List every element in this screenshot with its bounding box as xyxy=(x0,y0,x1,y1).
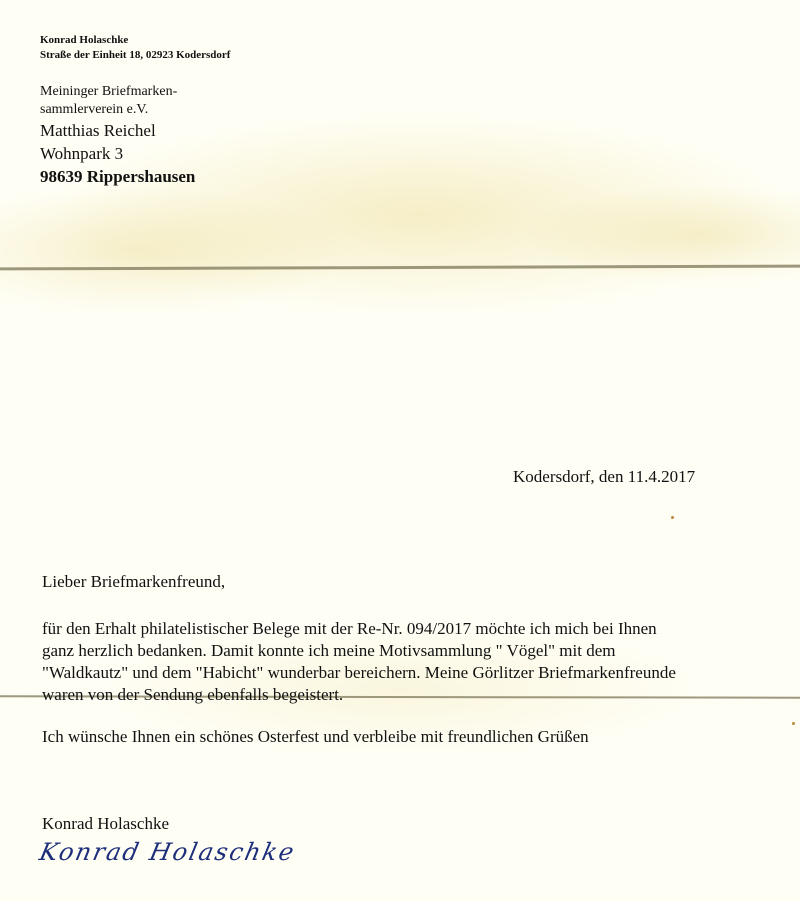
recipient-street: Wohnpark 3 xyxy=(40,144,124,163)
recipient-org-line2: sammlerverein e.V. xyxy=(40,102,149,117)
signer-name: Konrad Holaschke xyxy=(42,814,169,833)
recipient-city: 98639 Rippershausen xyxy=(40,167,196,186)
recipient-org-line1: Meininger Briefmarken- xyxy=(40,84,178,99)
sender-block xyxy=(40,33,230,63)
paper-speck xyxy=(671,516,674,519)
handwritten-signature: Konrad Holaschke xyxy=(37,838,299,866)
body-line: für den Erhalt philatelistischer Belege mit der Re-Nr. 094/2017 möchte ich mich bei Ihnen xyxy=(42,619,657,638)
body-line: "Waldkautz" und dem "Habicht" wunderbar bereichern. Meine Görlitzer Briefmarkenfreunde xyxy=(42,663,676,682)
letter-body xyxy=(42,618,772,706)
sender-address: Straße der Einheit 18, 02923 Kodersdorf xyxy=(40,49,231,61)
sender-name: Konrad Holaschke xyxy=(40,34,129,46)
body-line: ganz herzlich bedanken. Damit konnte ich meine Motivsammlung " Vögel" mit dem xyxy=(42,641,616,660)
letter-date: Kodersdorf, den 11.4.2017 xyxy=(513,467,696,486)
closing-line: Ich wünsche Ihnen ein schönes Osterfest und verbleibe mit freundlichen Grüßen xyxy=(42,727,589,746)
recipient-block xyxy=(40,83,195,188)
recipient-person: Matthias Reichel xyxy=(40,121,156,140)
salutation: Lieber Briefmarkenfreund, xyxy=(42,572,226,591)
paper-speck xyxy=(792,722,795,725)
body-line: waren von der Sendung ebenfalls begeistert. xyxy=(42,685,344,704)
